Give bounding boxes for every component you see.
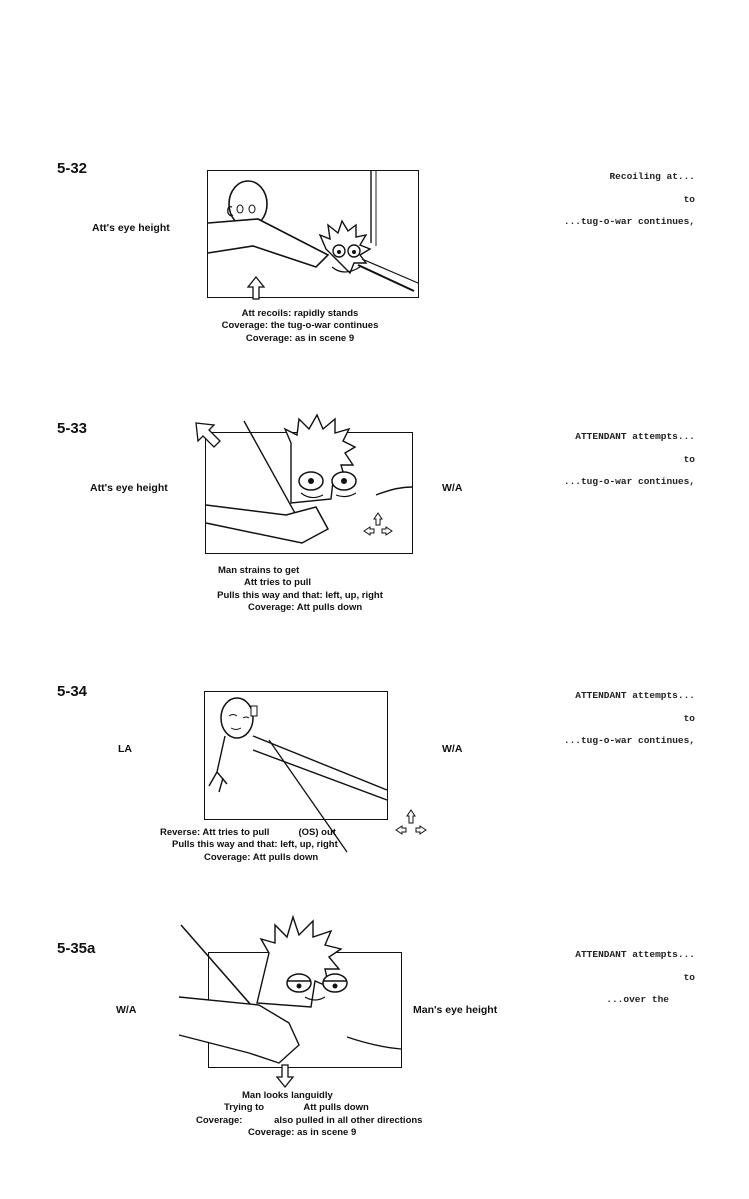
scene-number: 5-34 xyxy=(57,683,88,700)
up-arrow-icon xyxy=(246,275,266,301)
script-line: ATTENDANT attempts... xyxy=(575,431,695,442)
storyboard-panel-5-33 xyxy=(0,420,749,660)
caption-line: Coverage: the tug-o-war continues xyxy=(221,320,379,332)
caption-line: Man looks languidly xyxy=(242,1090,333,1101)
storyboard-panel-5-34 xyxy=(0,683,749,923)
script-line: Recoiling at... xyxy=(609,171,695,182)
camera-note: W/A xyxy=(442,743,463,755)
storyboard-frame xyxy=(204,691,388,820)
caption-line: Att recoils: rapidly stands xyxy=(241,308,359,319)
script-line: ...tug-o-war continues, xyxy=(563,735,695,746)
action-caption xyxy=(180,1090,423,1140)
caption-line: Pulls this way and that: left, up, right xyxy=(172,839,338,851)
script-line: ATTENDANT attempts... xyxy=(575,949,695,960)
down-arrow-icon xyxy=(275,1063,295,1089)
script-line: ATTENDANT attempts... xyxy=(575,690,695,701)
script-excerpt xyxy=(575,948,695,1006)
action-caption xyxy=(200,308,400,345)
caption-line: Coverage: also pulled in all other directions xyxy=(196,1114,423,1126)
script-line: to xyxy=(683,194,695,205)
caption-line: Att tries to pull xyxy=(244,577,312,589)
action-caption xyxy=(150,827,400,864)
script-line: to xyxy=(683,972,695,983)
camera-note: W/A xyxy=(442,482,463,494)
storyboard-panel-5-32 xyxy=(0,160,749,400)
script-excerpt xyxy=(564,430,695,488)
caption-line: Pulls this way and that: left, up, right xyxy=(217,589,383,601)
scene-number: 5-33 xyxy=(57,420,88,437)
action-caption xyxy=(200,565,400,615)
camera-note: Att's eye height xyxy=(92,222,170,234)
caption-line: Coverage: as in scene 9 xyxy=(248,1127,357,1139)
script-excerpt xyxy=(564,170,695,228)
script-excerpt xyxy=(564,689,695,747)
scene-number: 5-32 xyxy=(57,160,88,177)
caption-line: Coverage: Att pulls down xyxy=(248,602,363,614)
frame-sketch xyxy=(205,692,387,819)
caption-line: Coverage: Att pulls down xyxy=(204,851,319,863)
caption-line: Trying to Att pulls down xyxy=(224,1102,369,1114)
storyboard-frame xyxy=(205,432,413,554)
frame-sketch xyxy=(208,171,418,297)
storyboard-frame xyxy=(208,952,402,1068)
script-line: ...tug-o-war continues, xyxy=(563,476,695,487)
frame-sketch xyxy=(209,953,401,1067)
script-line: ...tug-o-war continues, xyxy=(563,216,695,227)
scene-number: 5-35a xyxy=(57,940,96,957)
script-line: to xyxy=(683,713,695,724)
camera-note: LA xyxy=(118,743,132,755)
caption-line: Man strains to get xyxy=(218,565,300,576)
caption-line: Coverage: as in scene 9 xyxy=(245,332,355,344)
storyboard-panel-5-35a xyxy=(0,940,749,1180)
diagonal-arrow-icon xyxy=(194,421,222,449)
script-line: ...over the xyxy=(606,994,669,1005)
caption-line: Reverse: Att tries to pull (OS) out xyxy=(160,827,336,838)
camera-note: W/A xyxy=(116,1004,137,1016)
direction-arrows-icon xyxy=(362,511,394,541)
camera-note: Man's eye height xyxy=(413,1004,498,1016)
camera-note: Att's eye height xyxy=(90,482,168,494)
storyboard-frame xyxy=(207,170,419,298)
script-line: to xyxy=(683,454,695,465)
